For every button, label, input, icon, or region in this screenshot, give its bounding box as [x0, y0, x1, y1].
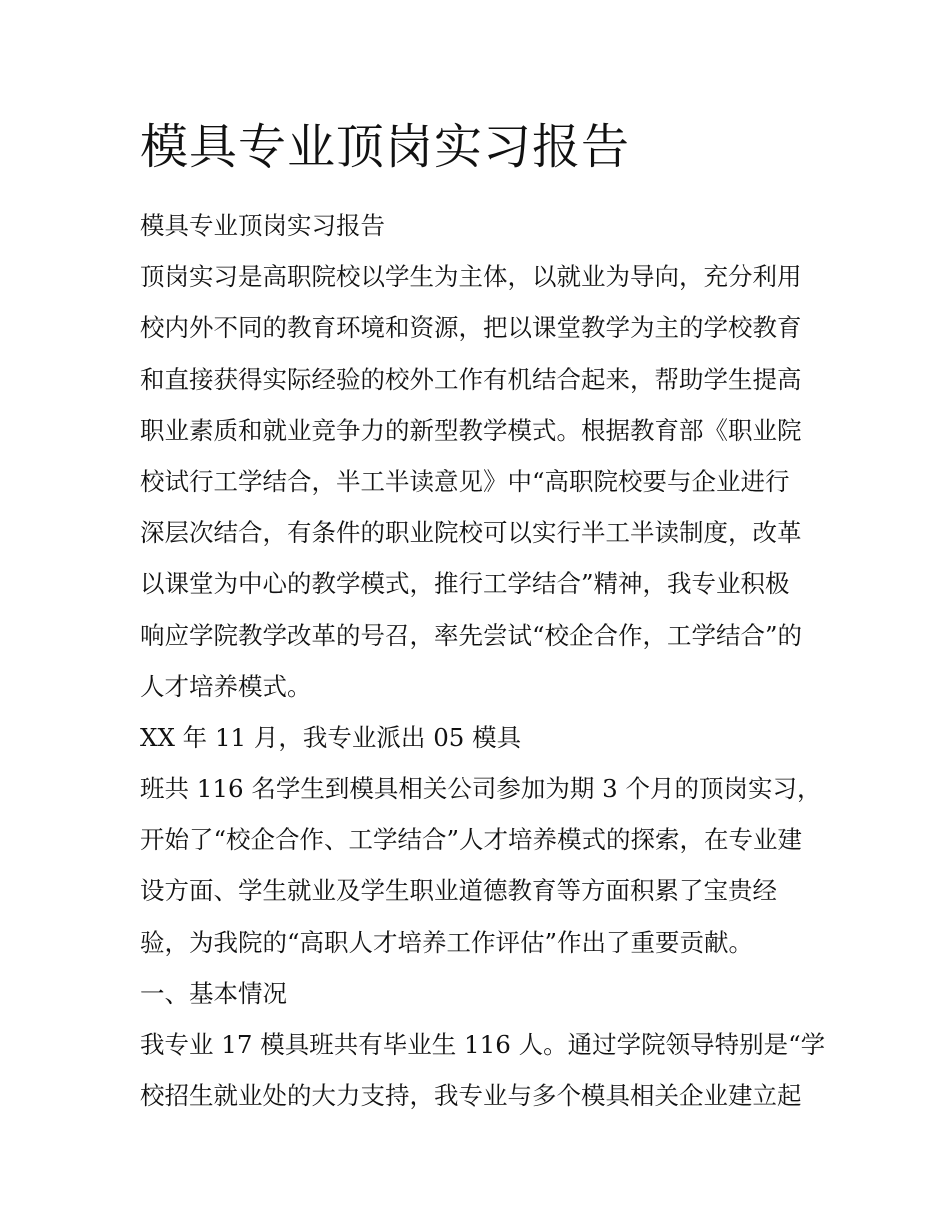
body-line: 验，为我院的“高职人才培养工作评估”作出了重要贡献。 — [140, 927, 754, 957]
body-line: 响应学院教学改革的号召，率先尝试“校企合作，工学结合”的 — [140, 620, 803, 650]
body-line: 班共 116 名学生到模具相关公司参加为期 3 个月的顶岗实习， — [140, 774, 822, 804]
body-line: 我专业 17 模具班共有毕业生 116 人。通过学院领导特别是“学 — [140, 1030, 826, 1059]
document-title: 模具专业顶岗实习报告 — [140, 119, 631, 175]
body-line: 设方面、学生就业及学生职业道德教育等方面积累了宝贵经 — [140, 876, 777, 906]
body-line: 校试行工学结合，半工半读意见》中“高职院校要与企业进行 — [140, 466, 790, 496]
body-line: 职业素质和就业竞争力的新型教学模式。根据教育部《职业院 — [140, 415, 802, 445]
section-heading: 一、基本情况 — [140, 978, 287, 1008]
body-line: 以课堂为中心的教学模式，推行工学结合”精神，我专业积极 — [140, 569, 790, 599]
body-line: 校内外不同的教育环境和资源，把以课堂教学为主的学校教育 — [140, 313, 802, 343]
body-line: 和直接获得实际经验的校外工作有机结合起来，帮助学生提高 — [140, 364, 802, 394]
body-line: 人才培养模式。 — [140, 671, 312, 701]
body-line: XX 年 11 月，我专业派出 05 模具 — [140, 722, 522, 752]
document-body — [140, 200, 830, 1121]
body-line: 顶岗实习是高职院校以学生为主体，以就业为导向，充分利用 — [140, 262, 802, 292]
body-line: 开始了“校企合作、工学结合”人才培养模式的探索，在专业建 — [140, 825, 803, 855]
body-line: 深层次结合，有条件的职业院校可以实行半工半读制度，改革 — [140, 518, 802, 548]
body-line: 校招生就业处的大力支持，我专业与多个模具相关企业建立起 — [140, 1081, 802, 1111]
body-subtitle: 模具专业顶岗实习报告 — [140, 211, 385, 240]
